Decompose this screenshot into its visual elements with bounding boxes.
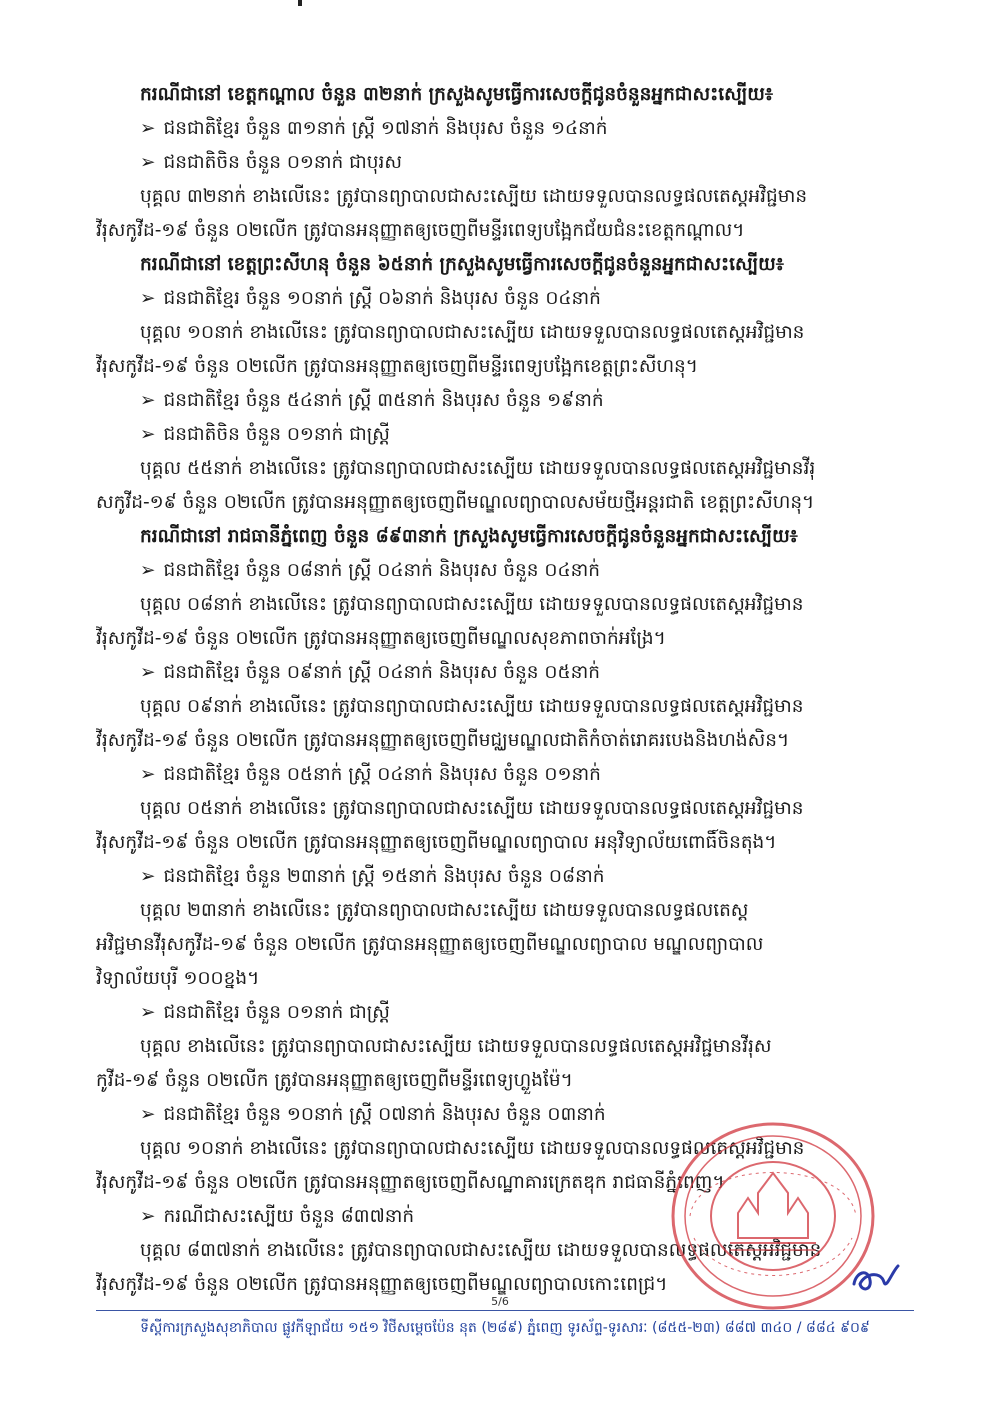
line-text: អវិជ្ជមានវីរុសកូវីដ-១៩ ចំនួន ០២លើក ត្រូវបានអនុញ្ញាតឲ្យចេញពីមណ្ឌលព្យាបាល មណ្ឌលព្យាបាល [96,934,764,955]
bullet-arrow-icon: ➢ [140,1104,156,1125]
bullet-item [96,656,912,690]
bullet-item [96,146,912,180]
line-text: វីរុសកូវីដ-១៩ ចំនួន ០២លើក ត្រូវបានអនុញ្ញាតឲ្យចេញពីមន្ទីរពេទ្យបង្អែកខេត្តព្រះសីហនុ។ [96,356,698,377]
line-text: បុគ្គល ២៣នាក់ ខាងលើនេះ ត្រូវបានព្យាបាលជាសះស្បើយ ដោយទទួលបានលទ្ធផលតេស្ត [140,900,749,921]
bullet-item [96,418,912,452]
line-text: បុគ្គល ១០នាក់ ខាងលើនេះ ត្រូវបានព្យាបាលជាសះស្បើយ ដោយទទួលបានលទ្ធផលតេស្តអវិជ្ជមាន [140,1138,805,1159]
bullet-arrow-icon: ➢ [140,288,156,309]
paragraph-line [96,928,912,962]
line-text: បុគ្គល ៣២នាក់ ខាងលើនេះ ត្រូវបានព្យាបាលជាសះស្បើយ ដោយទទួលបានលទ្ធផលតេស្តអវិជ្ជមាន [140,186,808,207]
line-text: ករណីជានៅ រាជធានីភ្នំពេញ ចំនួន ៨៩៣នាក់ ក្រសួងសូមធ្វើការសេចក្តីជូនចំនួនអ្នកជាសះស្បើយ៖ [140,526,798,547]
bullet-arrow-icon: ➢ [140,764,156,785]
line-text: វីរុសកូវីដ-១៩ ចំនួន ០២លើក ត្រូវបានអនុញ្ញាតឲ្យចេញពីមន្ទីរពេទ្យបង្អែកជ័យជំនះខេត្តកណ្តាល។ [96,220,745,241]
paragraph-line [96,894,912,928]
line-text: វីរុសកូវីដ-១៩ ចំនួន ០២លើក ត្រូវបានអនុញ្ញាតឲ្យចេញពីមណ្ឌលព្យាបាលកោះពេជ្រ។ [96,1274,668,1295]
bullet-item [96,758,912,792]
line-text: ករណីជានៅ ខេត្តព្រះសីហនុ ចំនួន ៦៥នាក់ ក្រសួងសូមធ្វើការសេចក្តីជូនចំនួនអ្នកជាសះស្បើយ៖ [140,254,784,275]
bullet-item [96,554,912,588]
line-text: ជនជាតិចិន ចំនួន ០១នាក់ ជាបុរស [163,152,403,173]
bullet-arrow-icon: ➢ [140,1002,156,1023]
paragraph-line [96,214,912,248]
bullet-arrow-icon: ➢ [140,424,156,445]
paragraph-line [96,180,912,214]
line-text: បុគ្គល ១០នាក់ ខាងលើនេះ ត្រូវបានព្យាបាលជាសះស្បើយ ដោយទទួលបានលទ្ធផលតេស្តអវិជ្ជមាន [140,322,805,343]
paragraph-line [96,316,912,350]
bullet-item [96,860,912,894]
paragraph-line [96,1030,912,1064]
scan-mark [298,0,302,6]
bullet-arrow-icon: ➢ [140,118,156,139]
page-number: 5/6 [491,1295,509,1308]
paragraph-line [96,486,912,520]
line-text: ជនជាតិខ្មែរ ចំនួន ២៣នាក់ ស្ត្រី ១៥នាក់ និងបុរស ចំនួន ០៨នាក់ [163,866,605,887]
line-text: បុគ្គល ៨៣៧នាក់ ខាងលើនេះ ត្រូវបានព្យាបាលជាសះស្បើយ ដោយទទួលបានលទ្ធផលតេស្តអវិជ្ជមាន [140,1240,822,1261]
line-text: ករណីជាសះស្បើយ ចំនួន ៨៣៧នាក់ [163,1206,415,1227]
bullet-arrow-icon: ➢ [140,866,156,887]
section-heading [96,248,912,282]
line-text: វីរុសកូវីដ-១៩ ចំនួន ០២លើក ត្រូវបានអនុញ្ញាតឲ្យចេញពីមណ្ឌលព្យាបាល អនុវិទ្យាល័យពោធិ៍ចិនតុង។ [96,832,777,853]
paragraph-line [96,792,912,826]
paragraph-line [96,452,912,486]
line-text: ករណីជានៅ ខេត្តកណ្តាល ចំនួន ៣២នាក់ ក្រសួងសូមធ្វើការសេចក្តីជូនចំនួនអ្នកជាសះស្បើយ៖ [140,84,773,105]
line-text: ជនជាតិខ្មែរ ចំនួន ០៨នាក់ ស្ត្រី ០៤នាក់ និងបុរស ចំនួន ០៤នាក់ [163,560,600,581]
bullet-arrow-icon: ➢ [140,152,156,173]
bullet-item [96,282,912,316]
line-text: ជនជាតិខ្មែរ ចំនួន ១០នាក់ ស្ត្រី ០៧នាក់ និងបុរស ចំនួន ០៣នាក់ [163,1104,606,1125]
line-text: ជនជាតិខ្មែរ ចំនួន ០៩នាក់ ស្ត្រី ០៤នាក់ និងបុរស ចំនួន ០៥នាក់ [163,662,600,683]
bullet-arrow-icon: ➢ [140,662,156,683]
section-heading [96,520,912,554]
section-heading [96,78,912,112]
line-text: ជនជាតិខ្មែរ ចំនួន ៥៤នាក់ ស្ត្រី ៣៥នាក់ និងបុរស ចំនួន ១៩នាក់ [163,390,604,411]
paragraph-line [96,724,912,758]
paragraph-line [96,826,912,860]
line-text: ជនជាតិខ្មែរ ចំនួន ១០នាក់ ស្ត្រី ០៦នាក់ និងបុរស ចំនួន ០៤នាក់ [163,288,601,309]
paragraph-line [96,588,912,622]
line-text: សកូវីដ-១៩ ចំនួន ០២លើក ត្រូវបានអនុញ្ញាតឲ្យចេញពីមណ្ឌលព្យាបាលសម័យថ្មីអន្តរជាតិ ខេត្តព្រះសីហនុ។ [96,492,815,513]
official-seal-icon [668,1118,878,1314]
bullet-item [96,112,912,146]
paragraph-line [96,350,912,384]
line-text: ជនជាតិខ្មែរ ចំនួន ០១នាក់ ជាស្ត្រី [163,1002,390,1023]
line-text: បុគ្គល ០៨នាក់ ខាងលើនេះ ត្រូវបានព្យាបាលជាសះស្បើយ ដោយទទួលបានលទ្ធផលតេស្តអវិជ្ជមាន [140,594,804,615]
paragraph-line [96,690,912,724]
line-text: វីរុសកូវីដ-១៩ ចំនួន ០២លើក ត្រូវបានអនុញ្ញាតឲ្យចេញពីមណ្ឌលសុខភាពចាក់អង្រែ។ [96,628,666,649]
line-text: វិទ្យាល័យបុរី ១០០ខ្នង។ [96,968,260,989]
bullet-item [96,384,912,418]
paragraph-line [96,962,912,996]
paragraph-line [96,622,912,656]
line-text: បុគ្គល ៥៥នាក់ ខាងលើនេះ ត្រូវបានព្យាបាលជាសះស្បើយ ដោយទទួលបានលទ្ធផលតេស្តអវិជ្ជមានវីរុ [140,458,816,479]
line-text: បុគ្គល ០៩នាក់ ខាងលើនេះ ត្រូវបានព្យាបាលជាសះស្បើយ ដោយទទួលបានលទ្ធផលតេស្តអវិជ្ជមាន [140,696,804,717]
footer-address: ទីស្តីការក្រសួងសុខាភិបាល ផ្លូវកីឡាជ័យ ១៥១ វិថីសម្តេចប៉ែន នុត (២៨៩) ភ្នំពេញ ទូរស័ព្ទ-ទូរសារៈ (៨៥៥-២៣) ៨៨៧ ៣៤០ / ៨៨៤ ៩០៩ [140,1320,870,1336]
line-text: បុគ្គល ០៥នាក់ ខាងលើនេះ ត្រូវបានព្យាបាលជាសះស្បើយ ដោយទទួលបានលទ្ធផលតេស្តអវិជ្ជមាន [140,798,804,819]
bullet-item [96,996,912,1030]
bullet-arrow-icon: ➢ [140,1206,156,1227]
line-text: ជនជាតិខ្មែរ ចំនួន ០៥នាក់ ស្ត្រី ០៤នាក់ និងបុរស ចំនួន ០១នាក់ [163,764,601,785]
bullet-arrow-icon: ➢ [140,390,156,411]
signature-icon [850,1262,902,1296]
line-text: បុគ្គល ខាងលើនេះ ត្រូវបានព្យាបាលជាសះស្បើយ ដោយទទួលបានលទ្ធផលតេស្តអវិជ្ជមានវីរុស [140,1036,772,1057]
paragraph-line [96,1064,912,1098]
line-text: ជនជាតិចិន ចំនួន ០១នាក់ ជាស្ត្រី [163,424,390,445]
line-text: ជនជាតិខ្មែរ ចំនួន ៣១នាក់ ស្ត្រី ១៧នាក់ និងបុរស ចំនួន ១៤នាក់ [163,118,608,139]
line-text: កូវីដ-១៩ ចំនួន ០២លើក ត្រូវបានអនុញ្ញាតឲ្យចេញពីមន្ទីរពេទ្យហ្លួងម៉ែ។ [96,1070,573,1091]
line-text: វីរុសកូវីដ-១៩ ចំនួន ០២លើក ត្រូវបានអនុញ្ញាតឲ្យចេញពីមជ្ឈមណ្ឌលជាតិកំចាត់រោគរបេងនិងហង់សិន។ [96,730,790,751]
line-text: វីរុសកូវីដ-១៩ ចំនួន ០២លើក ត្រូវបានអនុញ្ញាតឲ្យចេញពីសណ្ឋាគារក្រេតឌុក រាជធានីភ្នំពេញ។ [96,1172,725,1193]
bullet-arrow-icon: ➢ [140,560,156,581]
